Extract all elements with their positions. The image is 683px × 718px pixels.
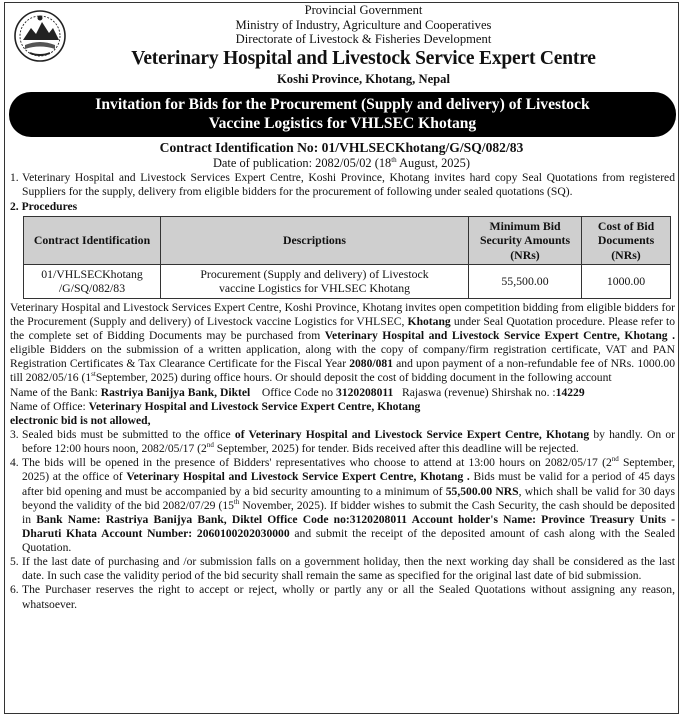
directorate-name: Directorate of Livestock & Fisheries Development bbox=[235, 32, 492, 47]
banner-line-1: Invitation for Bids for the Procurement (Supply and delivery) of Livestock bbox=[95, 95, 590, 113]
table-header-row bbox=[24, 216, 671, 264]
bid-notice bbox=[4, 2, 679, 714]
bank-details: Name of the Bank: Rastriya Banijya Bank, Diktel Office Code no 3120208011 Rajaswa (revenue) Shirshak no. :14229 bbox=[10, 385, 585, 399]
contract-id-cell: 01/VHLSECKhotang /G/SQ/082/83 bbox=[24, 264, 161, 298]
table-row bbox=[24, 264, 671, 298]
procedures-heading: 2. Procedures bbox=[10, 199, 78, 213]
column-header: Cost of Bid Documents (NRs) bbox=[582, 216, 671, 264]
nepal-government-emblem-icon bbox=[13, 9, 67, 63]
item-3: 3. Sealed bids must be submitted to the office of Veterinary Hospital and Livestock Service Expert Centre, Khotang by handly. On or before 12:00 hours noon, 2082/05/17 (2nd September, 2025) for tender. Bids received after this deadline will be rejected. bbox=[10, 427, 676, 456]
item-1: 1. Veterinary Hospital and Livestock Services Expert Centre, Koshi Province, Khotang invites hard copy Seal Quotations from registered Suppliers for the supply, delivery from eligible bidders for the procurement of following under sealed quotations (SQ). bbox=[10, 171, 675, 199]
electronic-bid-note: electronic bid is not allowed, bbox=[10, 413, 151, 427]
column-header: Descriptions bbox=[161, 216, 469, 264]
contract-identification: Contract Identification No: 01/VHLSECKhotang/G/SQ/082/83 bbox=[159, 139, 524, 155]
government-name: Provincial Government bbox=[304, 3, 423, 17]
organization-location: Koshi Province, Khotang, Nepal bbox=[277, 72, 450, 87]
organization-title: Veterinary Hospital and Livestock Service Expert Centre bbox=[131, 47, 596, 69]
notice-banner bbox=[9, 92, 676, 137]
invitation-paragraph: Veterinary Hospital and Livestock Services Expert Centre, Koshi Province, Khotang invites open competition bidding from eligible bidders for the Procurement (Supply and delivery) of Livestock vaccine Logistics for VHLSEC, Khotang under Seal Quotation procedure. Please refer to the complete set of Bidding Documents may be purchased from Veterinary Hospital and Livestock Service Expert Centre, Khotang . eligible Bidders on the submission of a written application, along with the copy of company/firm registration certificate, VAT and PAN Registration Certificates & Tax Clearance Certificate for the Fiscal Year 2080/081 and upon payment of a non-refundable fee of NRs. 1000.00 till 2082/05/16 (1stSeptember, 2025) during office hours. Or should deposit the cost of bidding document in the following account bbox=[10, 300, 675, 385]
publication-date: Date of publication: 2082/05/02 (18th August, 2025) bbox=[212, 156, 471, 171]
item-5: 5. If the last date of purchasing and /or submission falls on a government holiday, then the next working day shall be considered as the last date. In such case the validity period of the bid security shall remain the same as specified for the original last date of bid submission. bbox=[10, 555, 675, 583]
procedures-table bbox=[23, 216, 671, 299]
header bbox=[49, 3, 678, 88]
banner-line-2: Vaccine Logistics for VHLSEC Khotang bbox=[208, 114, 477, 132]
item-6: 6. The Purchaser reserves the right to accept or reject, wholly or partly any or all the Sealed Quotations without assigning any reason, whatsoever. bbox=[10, 583, 675, 611]
column-header: Contract Identification bbox=[24, 216, 161, 264]
description-cell: Procurement (Supply and delivery) of Livestock vaccine Logistics for VHLSEC Khotang bbox=[161, 264, 469, 298]
item-4: 4. The bids will be opened in the presence of Bidders' representatives who choose to attend at 13:00 hours on 2082/05/17 (2nd September, 2025) at the office of Veterinary Hospital and Livestock Service Expert Centre, Khotang . Bids must be valid for a period of 45 days after bid opening and must be accompanied by a bid security amounting to a minimum of 55,500.00 NRS, which shall be valid for 30 days beyond the validity of the bid 2082/07/29 (15th November, 2025). If bidder wishes to submit the Cash Security, the cash should be deposited in Bank Name: Rastriya Banijya Bank, Diktel Office Code no:3120208011 Account holder's Name: Province Treasury Units -Dharuti Khata Account Number: 2060100202030000 and submit the receipt of the deposited amount of cash along with the Sealed Quotation. bbox=[10, 455, 676, 555]
column-header: Minimum Bid Security Amounts (NRs) bbox=[469, 216, 582, 264]
security-cell: 55,500.00 bbox=[469, 264, 582, 298]
ministry-name: Ministry of Industry, Agriculture and Cooperatives bbox=[235, 17, 492, 32]
cost-cell: 1000.00 bbox=[582, 264, 671, 298]
office-details: Name of Office: Veterinary Hospital and Livestock Service Expert Centre, Khotang bbox=[10, 399, 421, 413]
